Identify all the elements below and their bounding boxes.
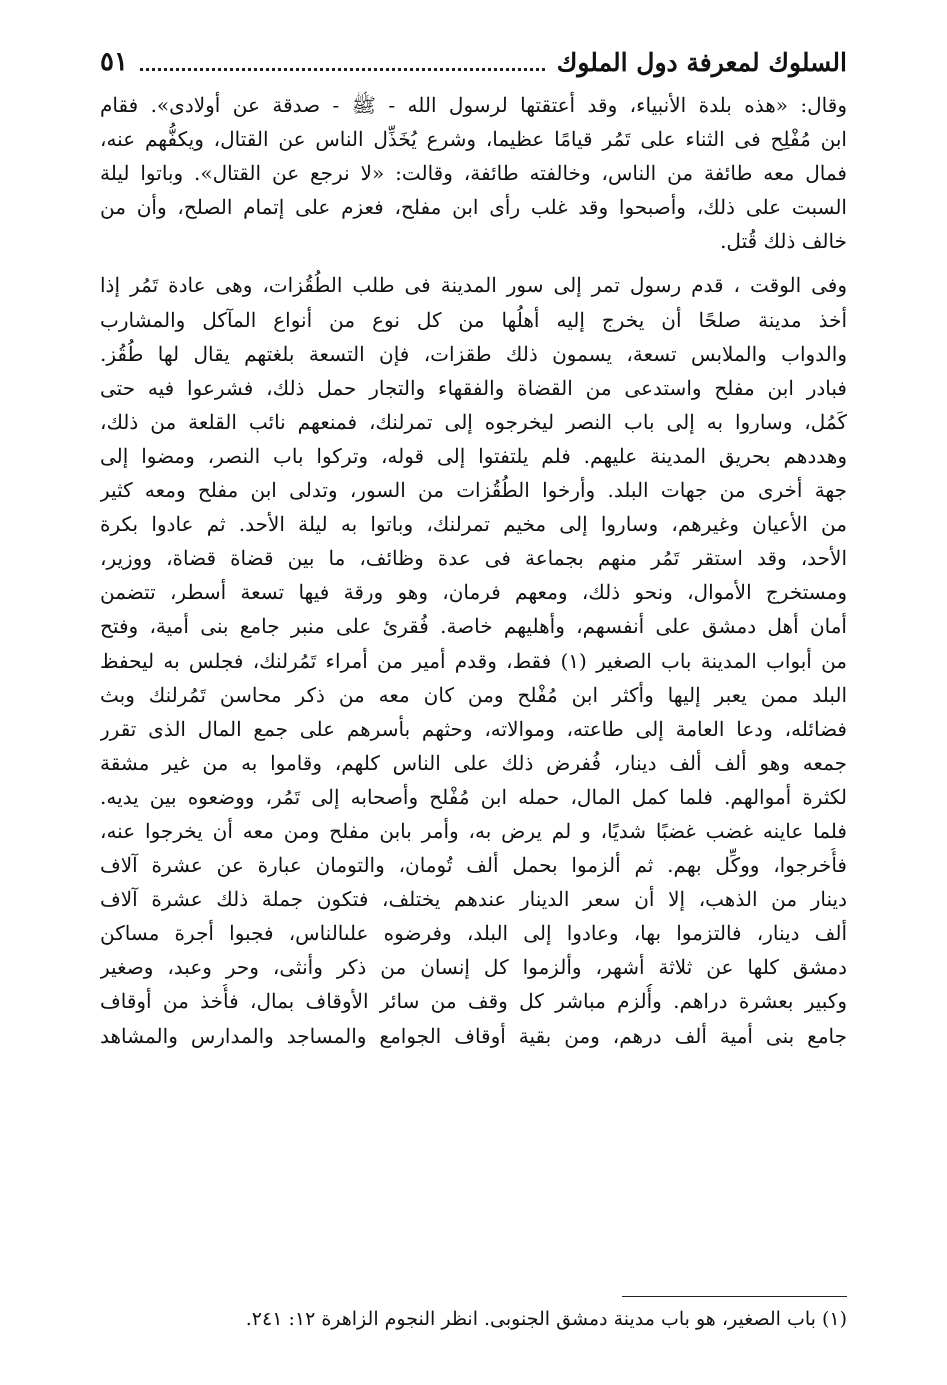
- book-title: السلوك لمعرفة دول الملوك: [556, 47, 847, 77]
- text-line: جامع بنى أمية ألف درهم، ومن بقية أوقاف الجوامع والمساجد والمدارس والمشاهد: [100, 1023, 847, 1048]
- text-line: فبادر ابن مفلح واستدعى من القضاة والفقهاء والتجار حمل ذلك، فشرعوا فيه حتى: [100, 375, 847, 400]
- text-line: وكبير بعشرة دراهم. وأُلزم مباشر كل وقف من سائر الأوقاف بمال، فأُخذ من أوقاف: [100, 989, 847, 1014]
- text-line: جهة أخرى من جهات البلد. وأرخوا الطُقُزات من السور، وتدلى ابن مفلح ومعه كثير: [100, 478, 847, 503]
- text-line: الأحد، وقد استقر تَمُر منهم بجماعة فى عدة وظائف، ما بين قضاة قضاة، ووزير،: [100, 546, 847, 571]
- footnote: (١) باب الصغير، هو باب مدينة دمشق الجنوبى. انظر النجوم الزاهرة ١٢: ٢٤١.: [245, 1308, 847, 1330]
- text-line: من الأعيان وغيرهم، وساروا إلى مخيم تمرلنك، وباتوا به ليلة الأحد. ثم عادوا بكرة: [100, 512, 847, 537]
- text-line: فمال معه طائفة من الناس، وخالفته طائفة، وقالت: «لا نرجع عن القتال». وباتوا ليلة: [100, 161, 847, 186]
- footnote-separator: [622, 1296, 847, 1297]
- text-line: ألف دينار، فالتزموا بها، وعادوا إلى البلد، وفرضوه علىالناس، فجبوا أجرة مساكن: [100, 921, 847, 946]
- text-line: فأُخرجوا، ووكِّل بهم. ثم ألزموا بحمل ألف تُومان، والتومان عبارة عن عشرة آلاف: [100, 853, 847, 878]
- paragraph-2: [100, 268, 847, 1052]
- text-line: وهددهم بحريق المدينة عليهم. فلم يلتفتوا إلى قوله، وتركوا باب النصر، ومضوا إلى: [100, 443, 847, 468]
- main-text: [100, 88, 847, 1053]
- text-line: السبت على ذلك، وأصبحوا وقد غلب رأى ابن مفلح، فعزم على إتمام الصلح، وأن من: [100, 195, 847, 220]
- text-line: فضائله، ودعا العامة إلى طاعته، وموالاته، وحثهم بأسرهم على جمع المال الذى تقرر: [100, 716, 847, 741]
- text-line: دمشق كلها عن ثلاثة أشهر، وألزموا كل إنسان من ذكر وأنثى، وحر وعبد، وصغير: [100, 955, 847, 980]
- text-line: لكثرة أموالهم. فلما كمل المال، حمله ابن مُفْلح وأصحابه إلى تَمُر، ووضعوه بين يديه.: [100, 784, 847, 809]
- text-line: أخذ مدينة صلحًا أن يخرج إليه أهلُها من كل نوع من أنواع المآكل والمشارب: [100, 307, 847, 332]
- page-number: ٥١: [100, 47, 128, 77]
- text-line: كَمُل، وساروا به إلى باب النصر ليخرجوه إلى تمرلنك، فمنعهم نائب القلعة من ذلك،: [100, 409, 847, 434]
- leader-dots: [140, 68, 545, 71]
- text-line: دينار من الذهب، إلا أن سعر الدينار عندهم يختلف، فتكون جملة ذلك عشرة آلاف: [100, 887, 847, 912]
- paragraph-1: [100, 88, 847, 258]
- text-line: والدواب والملابس تسعة، يسمون ذلك طقزات، فإن التسعة بلغتهم يقال لها طُقُز.: [100, 341, 847, 366]
- text-line: فلما عاينه غضب غضبًا شديًا، و لم يرض به، وأمر بابن مفلح ومن معه أن يخرجوا عنه،: [100, 818, 847, 843]
- text-line: خالف ذلك قُتل.: [720, 229, 847, 254]
- text-line: أمان أهل دمشق على أنفسهم، وأهليهم خاصة. فُقرئ على منبر جامع بنى أمية، وفتح: [100, 614, 847, 639]
- text-line: جمعه وهو ألف ألف دينار، فُفرض ذلك على الناس كلهم، وقاموا به من غير مشقة: [100, 750, 847, 775]
- text-line: ومستخرج الأموال، ونحو ذلك، ومعهم فرمان، وهو ورقة فيها تسعة أسطر، تتضمن: [100, 580, 847, 605]
- text-line: ابن مُفْلِح فى الثناء على تَمُر قيامًا عظيما، وشرع يُخَذِّل الناس عن القتال، ويكفُّهم عنه،: [100, 127, 847, 152]
- text-line: البلد ممن يعبر إليها وأكثر ابن مُفْلح ومن كان معه من ذكر محاسن تَمُرلنك وبث: [100, 682, 847, 707]
- running-header: [100, 42, 847, 82]
- text-line: وفى الوقت ، قدم رسول تمر إلى سور المدينة فى طلب الطُقُزات، وهى عادة تَمُر إذا: [100, 273, 847, 298]
- text-line: وقال: «هذه بلدة الأنبياء، وقد أعتقتها لرسول الله - ﷺ - صدقة عن أولادى». فقام: [100, 93, 847, 117]
- text-line: من أبواب المدينة باب الصغير (١) فقط، وقدم أمير من أمراء تَمُرلنك، فجلس به ليحفظ: [100, 648, 847, 673]
